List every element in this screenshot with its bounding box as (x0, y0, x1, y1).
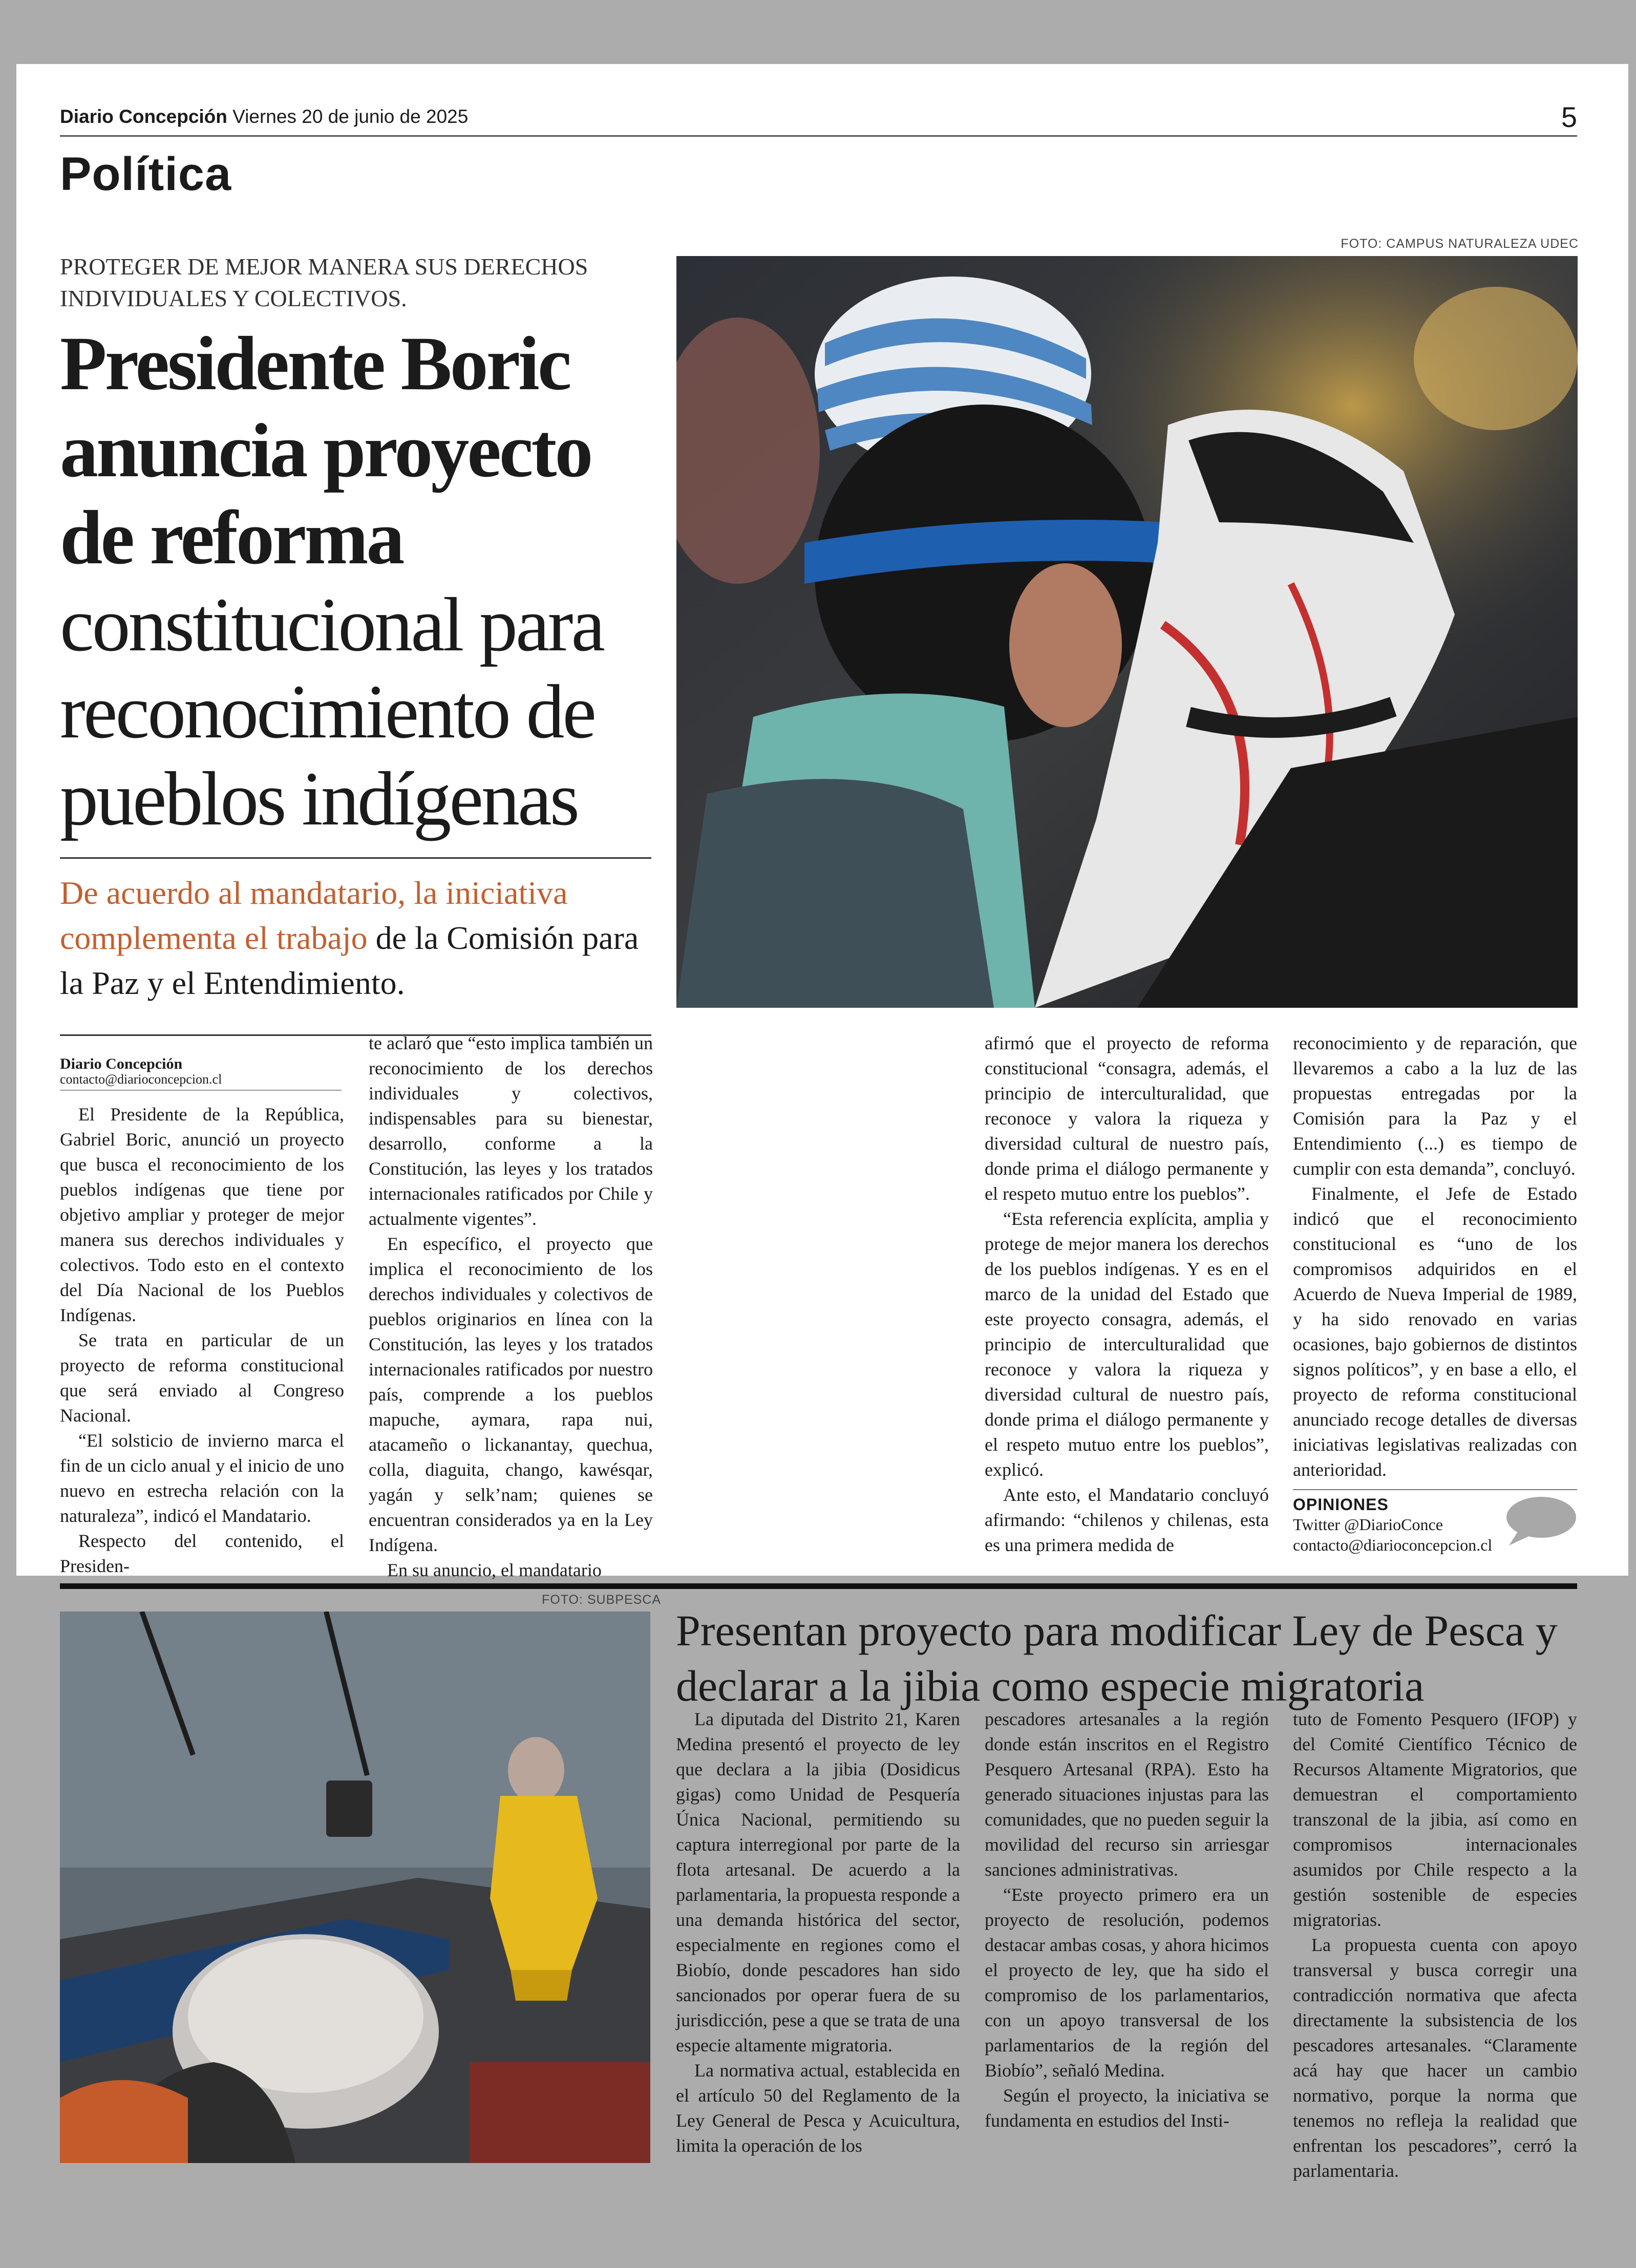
main-col-1 (60, 1102, 344, 1579)
byline-rule (60, 1090, 342, 1091)
byline-email: contacto@diarioconcepcion.cl (60, 1072, 222, 1087)
opinions-title: OPINIONES (1293, 1495, 1389, 1514)
main-col-4 (1293, 1031, 1577, 1482)
opinions-twitter: Twitter @DiarioConce (1293, 1515, 1443, 1534)
paragraph: En específico, el proyecto que implica el reconocimiento de los derechos individuales y colectivos de pueblos originarios en línea con la Constitución, las leyes y los tratados internacionales ratificados por nuestro país, comprende a los pueblos mapuche, aymara, rapa nui, atacameño o lickanantay, quechua, colla, diaguita, chango, kawésqar, yagán y selk’nam; quienes se encuentran considerados ya en la Ley Indígena. (369, 1234, 653, 1555)
issue-date: Viernes 20 de junio de 2025 (232, 106, 469, 127)
second-col-1 (676, 1707, 960, 2158)
main-photo (676, 256, 1578, 1008)
second-headline: Presentan proyecto para modificar Ley de Pesca y declarar a la jibia como especie migratoria (676, 1606, 1558, 1710)
story-headline (60, 320, 664, 842)
paragraph: “Esta referencia explícita, amplia y protege de mejor manera los derechos de los pueblos indígenas. Y es en el marco de la unidad del Estado que este proyecto consagra, además, el principio de interculturalidad que reconoce y valora la riqueza y diversidad cultural de nuestro país, donde prima el diálogo permanente y el respeto mutuo entre los pueblos”, explicó. (985, 1209, 1269, 1480)
paragraph: Se trata en particular de un proyecto de reforma constitucional que será enviado al Congreso Nacional. (60, 1330, 344, 1426)
photo-illustration (676, 256, 1578, 1008)
paper-name: Diario Concepción (60, 106, 227, 127)
main-col-3 (985, 1031, 1269, 1558)
paragraph: El Presidente de la República, Gabriel Boric, anunció un proyecto que busca el reconocimiento de los pueblos indígenas que tiene por objetivo ampliar y proteger de mejor manera sus derechos individuales y colectivos. Todo esto en el contexto del Día Nacional de los Pueblos Indígenas. (60, 1104, 344, 1325)
paper-masthead (60, 106, 468, 128)
paragraph: Según el proyecto, la iniciativa se fundamenta en estudios del Insti- (985, 2085, 1269, 2131)
paragraph: tuto de Fomento Pesquero (IFOP) y del Comité Científico Técnico de Recursos Altamente Migratorios, que demuestran el comportamiento transzonal de la jibia, así como en compromisos internacionales asumidos por Chile respecto a la gestión sostenible de especies migratorias. (1293, 1709, 1577, 1930)
story-deck (60, 871, 654, 1006)
paragraph: reconocimiento y de reparación, que llevaremos a cabo a la luz de las propuestas entregadas por la Comisión para la Paz y el Entendimiento (...) es tiempo de cumplir con esta demanda”, concluyó. (1293, 1033, 1577, 1179)
opinions-email: contacto@diarioconcepcion.cl (1293, 1536, 1493, 1554)
header-rule (60, 135, 1577, 137)
paragraph: Respecto del contenido, el Presiden- (60, 1531, 344, 1576)
main-col-2 (369, 1031, 653, 1583)
paragraph: “Este proyecto primero era un proyecto de resolución, podemos destacar ambas cosas, y ahora hicimos el proyecto de ley, que ha sido el compromiso de los parlamentarios, con un apoyo transversal de los parlamentarios de la región del Biobío”, señaló Medina. (985, 1884, 1269, 2081)
headline-light: constitucional para reconocimiento de pueblos indígenas (60, 582, 604, 841)
second-col-2 (985, 1707, 1269, 2133)
second-col-3 (1293, 1707, 1577, 2184)
deck-accent: De acuerdo al mandatario, la iniciativa complementa el trabajo (60, 875, 568, 956)
byline-name: Diario Concepción (60, 1055, 183, 1072)
deck-rule (60, 857, 651, 859)
story-divider (60, 1583, 1577, 1589)
fishing-photo (60, 1612, 650, 2163)
paragraph: “El solsticio de invierno marca el fin de un ciclo anual y el inicio de uno nuevo en estrecha relación con la naturaleza”, indicó el Mandatario. (60, 1430, 344, 1526)
speech-bubble-icon (1503, 1494, 1577, 1548)
photo-illustration (60, 1612, 650, 2163)
paragraph: Finalmente, el Jefe de Estado indicó que el reconocimiento constitucional es “uno de los compromisos adquiridos en el Acuerdo de Nueva Imperial de 1989, y ha sido renovado en varias ocasiones, bajo gobiernos de distintos signos políticos”, y en base a ello, el proyecto de reforma constitucional anunciado recoge detalles de diversas iniciativas legislativas realizadas con anterioridad. (1293, 1183, 1577, 1480)
headline-bold: Presidente Boric anuncia proyecto de reforma (60, 321, 591, 580)
paragraph: La normativa actual, establecida en el artículo 50 del Reglamento de la Ley General de Pesca y Acuicultura, limita la operación de los (676, 2060, 960, 2156)
paragraph: te aclaró que “esto implica también un reconocimiento de los derechos individuales y colectivos, indispensables para su bienestar, desarrollo, conforme a la Constitución, las leyes y los tratados internacionales ratificados por Chile y actualmente vigentes”. (369, 1033, 653, 1229)
byline (60, 1056, 342, 1087)
opinions-rule (1293, 1489, 1577, 1490)
photo-credit-2: FOTO: SUBPESCA (542, 1593, 662, 1607)
paragraph: pescadores artesanales a la región donde están inscritos en el Registro Pesquero Artesanal (RPA). Esto ha generado situaciones injustas para las comunidades, que no pueden seguir la movilidad del recurso sin arriesgar sanciones administrativas. (985, 1709, 1269, 1880)
paragraph: En su anuncio, el mandatario (387, 1560, 602, 1580)
story-kicker: PROTEGER DE MEJOR MANERA SUS DERECHOS INDIVIDUALES Y COLECTIVOS. (60, 253, 588, 311)
paragraph: La diputada del Distrito 21, Karen Medina presentó el proyecto de ley que declara a la jibia (Dosidicus gigas) como Unidad de Pesquería Única Nacional, permitiendo su captura interregional por parte de la flota artesanal. De acuerdo a la parlamentaria, la propuesta responde a una demanda histórica del sector, especialmente en regiones como el Biobío, donde pescadores han sido sancionados por operar fuera de su jurisdicción, pese a que se trata de una especie altamente migratoria. (676, 1709, 960, 2055)
paragraph: La propuesta cuenta con apoyo transversal y busca corregir una contradicción normativa que afecta directamente la subsistencia de los pescadores artesanales. “Claramente acá hay que hacer un cambio normativo, porque la norma que tenemos no refleja la realidad que enfrentan los pescadores”, cerró la parlamentaria. (1293, 1935, 1577, 2181)
page-number: 5 (1561, 101, 1577, 133)
photo-credit: FOTO: CAMPUS NATURALEZA UDEC (1341, 237, 1579, 251)
section-title: Política (60, 148, 232, 200)
deck-rest: de la Comisión para la Paz y el Entendimiento. (60, 920, 639, 1001)
paragraph: Ante esto, el Mandatario concluyó afirmando: “chilenos y chilenas, esta es una primera medida de (985, 1485, 1269, 1555)
paragraph: afirmó que el proyecto de reforma constitucional “consagra, además, el principio de interculturalidad, que reconoce y valora la riqueza y diversidad cultural de nuestro país, donde prima el diálogo permanente y el respeto mutuo entre los pueblos”. (985, 1033, 1269, 1204)
